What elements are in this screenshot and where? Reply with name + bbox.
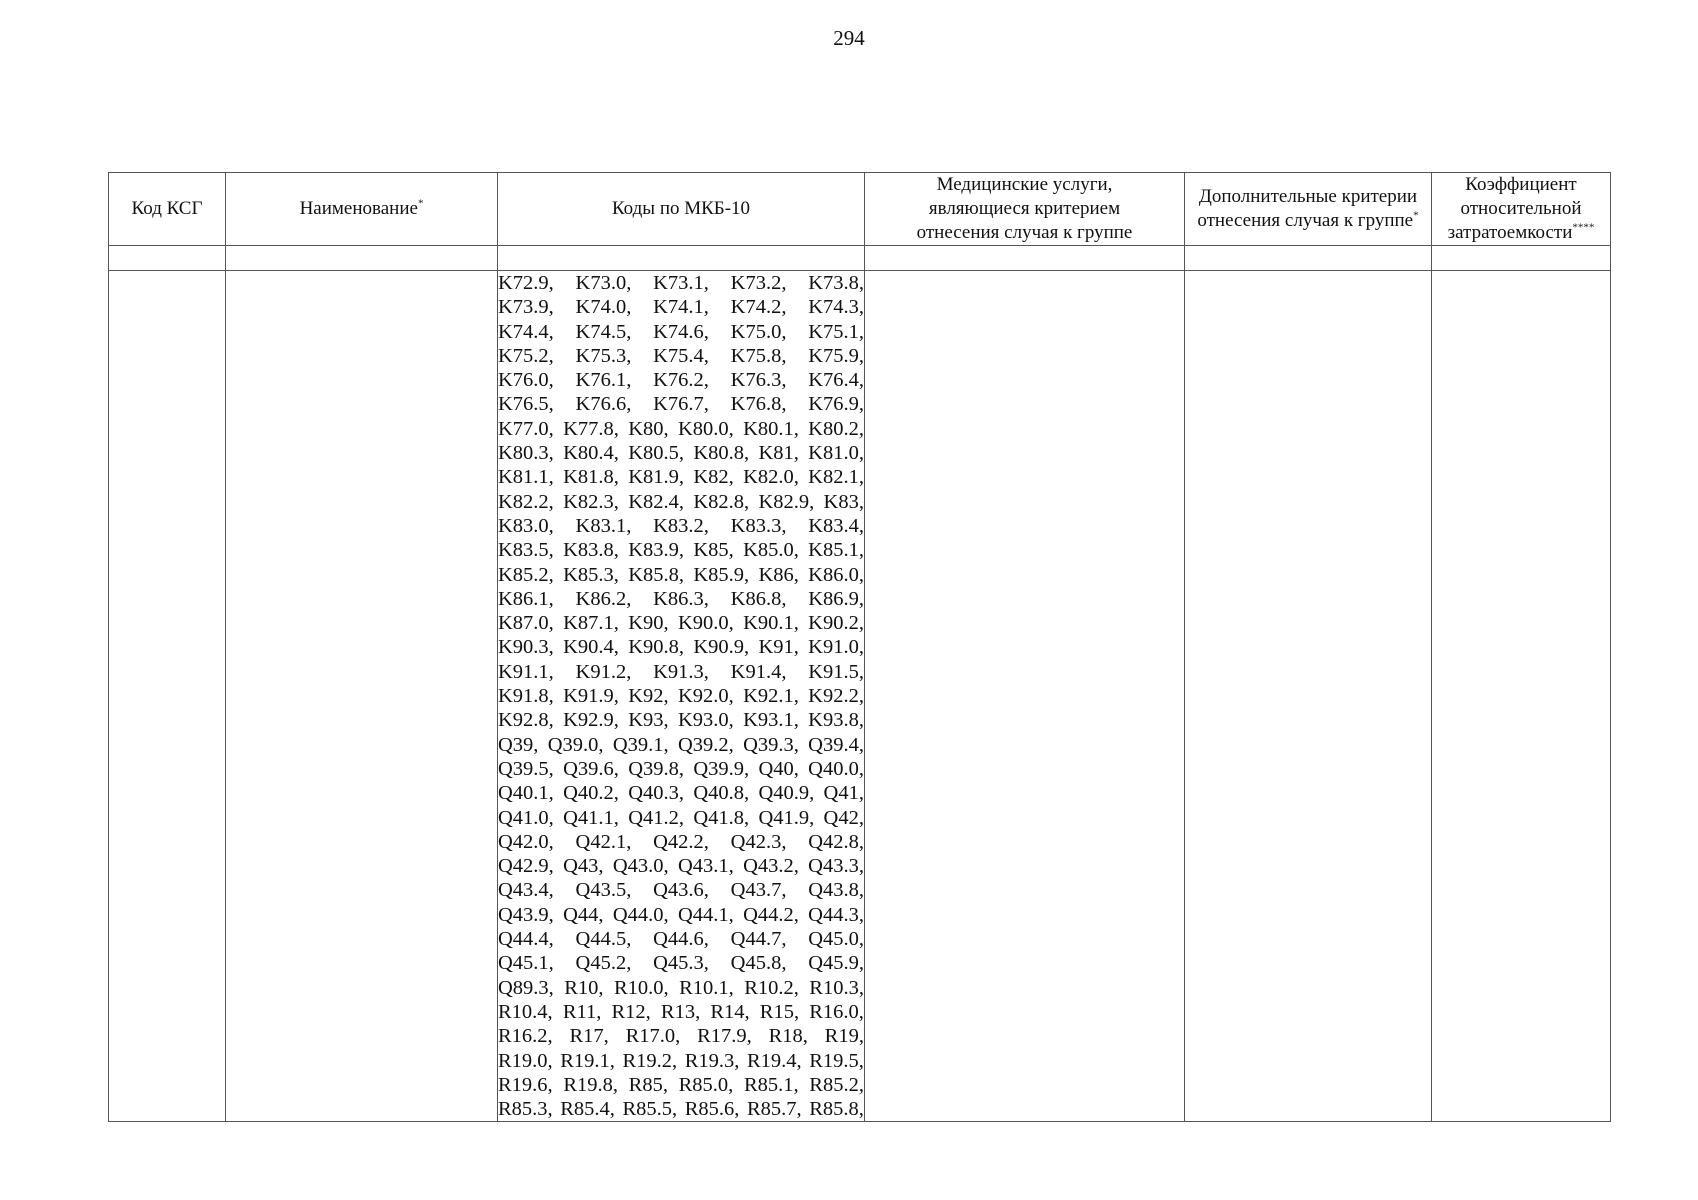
mkb-code-line: K92.8, K92.9, K93, K93.0, K93.1, K93.8, bbox=[498, 709, 864, 732]
mkb-code-line: R19.0, R19.1, R19.2, R19.3, R19.4, R19.5, bbox=[498, 1049, 864, 1072]
header-cell-medical-services bbox=[865, 173, 1185, 246]
mkb-code-line: K83.0, K83.1, K83.2, K83.3, K83.4, bbox=[498, 514, 864, 537]
mkb-code-line: K76.0, K76.1, K76.2, K76.3, K76.4, bbox=[498, 369, 864, 392]
table-row bbox=[109, 271, 1611, 1122]
header-cell-name bbox=[226, 173, 498, 246]
table-header-row bbox=[109, 173, 1611, 246]
table-spacer-row bbox=[109, 246, 1611, 271]
footnote-mark: **** bbox=[1572, 221, 1595, 234]
header-label: Медицинские услуги, являющиеся критерием отнесения случая к группе bbox=[916, 174, 1133, 243]
header-cell-ksg-code bbox=[109, 173, 226, 246]
mkb-code-list bbox=[498, 271, 864, 1121]
mkb-code-line: K77.0, K77.8, K80, K80.0, K80.1, K80.2, bbox=[498, 417, 864, 440]
header-cell-mkb-codes bbox=[498, 173, 865, 246]
footnote-mark: * bbox=[417, 197, 424, 210]
mkb-code-line: K80.3, K80.4, K80.5, K80.8, K81, K81.0, bbox=[498, 442, 864, 465]
header-label: Наименование bbox=[299, 198, 418, 219]
mkb-code-line: Q43.4, Q43.5, Q43.6, Q43.7, Q43.8, bbox=[498, 879, 864, 902]
mkb-code-line: K87.0, K87.1, K90, K90.0, K90.1, K90.2, bbox=[498, 612, 864, 635]
cell-mkb-codes bbox=[498, 271, 865, 1122]
header-label: Коды по МКБ-10 bbox=[611, 198, 751, 219]
mkb-code-line: R10.4, R11, R12, R13, R14, R15, R16.0, bbox=[498, 1000, 864, 1023]
header-label: Код КСГ bbox=[131, 198, 203, 219]
mkb-code-line: R85.3, R85.4, R85.5, R85.6, R85.7, R85.8, bbox=[498, 1098, 864, 1121]
spacer-cell bbox=[226, 246, 498, 271]
mkb-code-line: K85.2, K85.3, K85.8, K85.9, K86, K86.0, bbox=[498, 563, 864, 586]
mkb-code-line: R19.6, R19.8, R85, R85.0, R85.1, R85.2, bbox=[498, 1073, 864, 1096]
mkb-code-line: K75.2, K75.3, K75.4, K75.8, K75.9, bbox=[498, 344, 864, 367]
mkb-code-line: Q44.4, Q44.5, Q44.6, Q44.7, Q45.0, bbox=[498, 928, 864, 951]
mkb-code-line: R16.2, R17, R17.0, R17.9, R18, R19, bbox=[498, 1025, 864, 1048]
header-label: Коэффициент относительной затратоемкости bbox=[1447, 174, 1582, 243]
spacer-cell bbox=[865, 246, 1185, 271]
footnote-mark: * bbox=[1413, 209, 1419, 222]
ksg-table bbox=[108, 172, 1611, 1122]
cell-medical-services bbox=[865, 271, 1185, 1122]
mkb-code-line: K90.3, K90.4, K90.8, K90.9, K91, K91.0, bbox=[498, 636, 864, 659]
mkb-code-line: K81.1, K81.8, K81.9, K82, K82.0, K82.1, bbox=[498, 466, 864, 489]
spacer-cell bbox=[109, 246, 226, 271]
mkb-code-line: K73.9, K74.0, K74.1, K74.2, K74.3, bbox=[498, 296, 864, 319]
mkb-code-line: K91.8, K91.9, K92, K92.0, K92.1, K92.2, bbox=[498, 685, 864, 708]
cell-name bbox=[226, 271, 498, 1122]
mkb-code-line: Q42.0, Q42.1, Q42.2, Q42.3, Q42.8, bbox=[498, 830, 864, 853]
spacer-cell bbox=[1432, 246, 1611, 271]
mkb-code-line: Q39, Q39.0, Q39.1, Q39.2, Q39.3, Q39.4, bbox=[498, 733, 864, 756]
header-label: Дополнительные критерии отнесения случая к группе bbox=[1197, 186, 1418, 231]
mkb-code-line: K82.2, K82.3, K82.4, K82.8, K82.9, K83, bbox=[498, 490, 864, 513]
mkb-code-line: Q45.1, Q45.2, Q45.3, Q45.8, Q45.9, bbox=[498, 952, 864, 975]
mkb-code-line: K72.9, K73.0, K73.1, K73.2, K73.8, bbox=[498, 272, 864, 294]
mkb-code-line: K83.5, K83.8, K83.9, K85, K85.0, K85.1, bbox=[498, 539, 864, 562]
page-number: 294 bbox=[833, 26, 865, 50]
mkb-code-line: Q43.9, Q44, Q44.0, Q44.1, Q44.2, Q44.3, bbox=[498, 903, 864, 926]
mkb-code-line: K86.1, K86.2, K86.3, K86.8, K86.9, bbox=[498, 587, 864, 610]
spacer-cell bbox=[1185, 246, 1432, 271]
cell-coefficient bbox=[1432, 271, 1611, 1122]
mkb-code-line: Q41.0, Q41.1, Q41.2, Q41.8, Q41.9, Q42, bbox=[498, 806, 864, 829]
cell-additional-criteria bbox=[1185, 271, 1432, 1122]
cell-ksg-code bbox=[109, 271, 226, 1122]
mkb-code-line: Q89.3, R10, R10.0, R10.1, R10.2, R10.3, bbox=[498, 976, 864, 999]
mkb-code-line: K74.4, K74.5, K74.6, K75.0, K75.1, bbox=[498, 320, 864, 343]
mkb-code-line: Q42.9, Q43, Q43.0, Q43.1, Q43.2, Q43.3, bbox=[498, 855, 864, 878]
spacer-cell bbox=[498, 246, 865, 271]
mkb-code-line: Q40.1, Q40.2, Q40.3, Q40.8, Q40.9, Q41, bbox=[498, 782, 864, 805]
header-cell-coefficient bbox=[1432, 173, 1611, 246]
mkb-code-line: Q39.5, Q39.6, Q39.8, Q39.9, Q40, Q40.0, bbox=[498, 757, 864, 780]
mkb-code-line: K76.5, K76.6, K76.7, K76.8, K76.9, bbox=[498, 393, 864, 416]
mkb-code-line: K91.1, K91.2, K91.3, K91.4, K91.5, bbox=[498, 660, 864, 683]
header-cell-additional-criteria bbox=[1185, 173, 1432, 246]
